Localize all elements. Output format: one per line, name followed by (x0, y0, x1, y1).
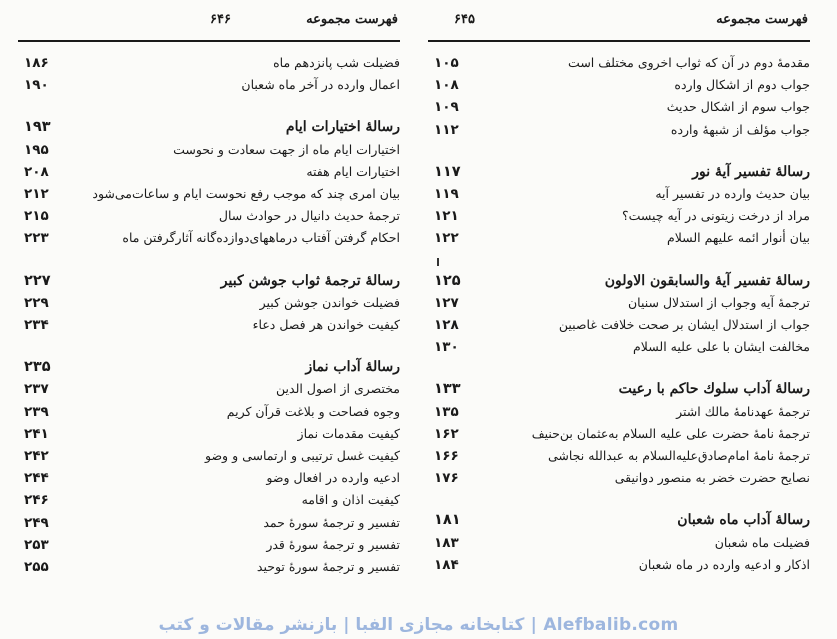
toc-section-heading (18, 116, 400, 138)
toc-entry-page: ۱۸۴ (434, 556, 459, 573)
toc-entry-title: اختیارات ایام هفته (306, 163, 400, 179)
toc-entry-title: مختصری از اصول الدین (276, 381, 400, 397)
toc-entry (428, 445, 810, 467)
toc-entry-page: ۱۱۲ (434, 121, 459, 138)
toc-entry-title: جواب سوم از اشکال حدیث (666, 99, 810, 115)
toc-entry-title: کیفیت مقدمات نماز (297, 425, 400, 441)
toc-entry-page: ۲۰۸ (24, 163, 49, 180)
toc-entry-page: ۱۸۳ (434, 534, 459, 551)
toc-entry-page: ۱۸۶ (24, 55, 49, 71)
left-header-rule (18, 40, 400, 42)
right-header-rule (428, 40, 810, 42)
right-page-header (428, 0, 810, 27)
toc-entry-title: رسالهٔ آداب نماز (305, 359, 400, 376)
left-page-title: فهرست مجموعه (306, 12, 398, 27)
toc-entry-title: تفسیر و ترجمهٔ سورهٔ توحید (256, 559, 400, 574)
toc-entry-page: ۲۴۴ (24, 470, 49, 487)
toc-entry-title: رسالهٔ اختیارات ایام (285, 119, 400, 136)
right-page-title: فهرست مجموعه (716, 12, 808, 27)
toc-entry-title: احکام گرفتن آفتاب درماههای‌دوازده‌گانه آثارگرفتن ماه (122, 230, 400, 246)
toc-entry-title: تفسیر و ترجمهٔ سورهٔ قدر (266, 536, 400, 552)
toc-entry (18, 378, 400, 400)
toc-entry (18, 423, 400, 445)
toc-entry-title: رسالهٔ آداب سلوك حاكم با رعیت (618, 381, 810, 398)
toc-entry-title: اختیارات ایام ماه از جهت سعادت و نحوست (173, 141, 400, 157)
toc-entry-page: ۲۲۹ (24, 294, 49, 311)
toc-entry-title: فضیلت خواندن جوشن کبیر (259, 294, 400, 310)
toc-entry (18, 556, 400, 578)
toc-entry (18, 292, 400, 314)
toc-entry-page: ۲۳۹ (24, 403, 49, 420)
toc-entry-title: رسالهٔ تفسیر آیهٔ والسابقون الاولون (604, 272, 810, 289)
toc-section-heading (428, 378, 810, 400)
toc-entry-title: ترجمهٔ حدیث دانیال در حوادث سال (218, 208, 400, 224)
toc-entry (18, 139, 400, 161)
toc-entry-title: اذکار و ادعیه وارده در ماه شعبان (638, 556, 810, 572)
toc-entry (18, 401, 400, 423)
toc-entry-title: بیان أنوار ائمه علیهم السلام (666, 230, 810, 246)
toc-entry-page: ۱۸۱ (434, 512, 461, 529)
right-page-number: ۶۴۵ (454, 12, 475, 27)
toc-section-heading (428, 509, 810, 531)
toc-section-heading (18, 356, 400, 378)
toc-entry-page: ۱۲۵ (434, 272, 461, 289)
toc-entry-title: جواب مؤلف از شبههٔ وارده (670, 121, 810, 137)
toc-entry-title: فضیلت ماه شعبان (714, 534, 810, 550)
toc-entry-page: ۱۲۲ (434, 230, 459, 247)
toc-entry-page: ۱۳۰ (434, 339, 459, 356)
toc-entry (18, 74, 400, 96)
toc-entry (428, 554, 810, 576)
toc-entry (428, 467, 810, 489)
toc-entry (428, 96, 810, 118)
toc-entry-title: فضیلت شب پانزدهم ماه (273, 55, 400, 70)
toc-entry-page: ۲۵۵ (24, 559, 49, 575)
toc-entry (428, 183, 810, 205)
toc-entry-page: ۲۲۷ (24, 272, 51, 289)
toc-entry-title: مقدمهٔ دوم در آن که ثواب اخروی مختلف است (568, 55, 810, 70)
toc-entry-page: ۲۵۳ (24, 536, 49, 553)
toc-entry-page: ۲۴۲ (24, 448, 49, 464)
toc-entry-title: ترجمهٔ نامهٔ امام‌صادق‌علیه‌السلام به عبدالله نجاشی (547, 448, 810, 463)
toc-entry (428, 336, 810, 358)
toc-entry (428, 205, 810, 227)
toc-entry (428, 227, 810, 249)
toc-section-heading (428, 270, 810, 292)
right-page (428, 0, 810, 612)
toc-entry-page: ۲۱۵ (24, 208, 49, 225)
toc-entry-page: ۱۹۵ (24, 141, 49, 158)
toc-entry (18, 467, 400, 489)
toc-entry (18, 534, 400, 556)
toc-entry-page: ۱۰۵ (434, 55, 459, 71)
toc-entry (428, 74, 810, 96)
toc-section-heading (428, 161, 810, 183)
toc-entry-title: مخالفت ایشان با علی علیه السلام (633, 339, 810, 355)
toc-entry-title: بیان امری چند که موجب رفع نحوست ایام و ساعات‌می‌شود (92, 186, 400, 201)
left-page-header (18, 0, 400, 27)
toc-entry-page: ۲۱۲ (24, 186, 49, 202)
left-page-number: ۶۴۶ (210, 12, 231, 27)
toc-entry-page: ۲۳۷ (24, 381, 49, 398)
toc-entry-page: ۱۶۲ (434, 425, 459, 442)
toc-entry-page: ۱۲۸ (434, 317, 459, 333)
toc-entry (18, 205, 400, 227)
toc-entry-page: ۱۳۳ (434, 381, 461, 398)
toc-entry-page: ۱۲۷ (434, 294, 459, 311)
toc-entry-page: ۲۳۵ (24, 359, 51, 376)
toc-entry (428, 532, 810, 554)
toc-entry (18, 161, 400, 183)
toc-entry-title: کیفیت خواندن هر فصل دعاء (252, 317, 400, 332)
toc-entry-page: ۱۰۹ (434, 99, 459, 116)
toc-entry (18, 183, 400, 205)
print-mark (437, 258, 439, 266)
toc-entry-page: ۱۹۳ (24, 119, 51, 136)
watermark-text[interactable]: Alefbalib.com | کتابخانه مجازی الفبا | بازنشر مقالات و کتب (158, 615, 679, 635)
toc-entry (18, 314, 400, 336)
toc-entry (18, 445, 400, 467)
left-page (18, 0, 400, 612)
toc-entry (18, 52, 400, 74)
toc-entry (428, 52, 810, 74)
toc-entry-title: نصایح حضرت خضر به منصور دوانیقی (614, 470, 810, 486)
toc-entry-page: ۱۶۶ (434, 448, 459, 464)
toc-entry-page: ۲۴۹ (24, 514, 49, 531)
toc-entry-title: ترجمهٔ عهدنامهٔ مالك اشتر (676, 403, 810, 419)
toc-entry (18, 227, 400, 249)
toc-entry-title: رسالهٔ آداب ماه شعبان (677, 512, 810, 529)
toc-entry-title: ادعیه وارده در افعال وضو (266, 470, 400, 486)
toc-entry-title: کیفیت غسل ترتیبی و ارتماسی و وضو (204, 448, 400, 463)
toc-entry-title: رسالهٔ تفسیر آیهٔ نور (692, 163, 810, 180)
toc-entry-title: جواب از استدلال ایشان بر صحت خلافت غاصبین (558, 317, 810, 332)
toc-entry-title: اعمال وارده در آخر ماه شعبان (241, 77, 400, 93)
toc-entry (428, 423, 810, 445)
toc-entry (428, 314, 810, 336)
toc-entry (428, 292, 810, 314)
toc-entry-page: ۲۴۶ (24, 492, 49, 509)
toc-entry-title: وجوه فصاحت و بلاغت قرآن کریم (226, 403, 400, 419)
toc-entry-title: رسالهٔ ترجمهٔ ثواب جوشن کبیر (220, 272, 400, 289)
toc-entry-title: کیفیت اذان و اقامه (301, 492, 400, 508)
toc-entry (428, 119, 810, 141)
toc-entry-page: ۱۱۹ (434, 186, 459, 202)
toc-entry-page: ۱۹۰ (24, 77, 49, 94)
toc-entry-page: ۱۲۱ (434, 208, 459, 225)
toc-entry (18, 512, 400, 534)
toc-entry-page: ۱۰۸ (434, 77, 459, 94)
toc-entry-page: ۱۷۶ (434, 470, 459, 487)
toc-entry (18, 489, 400, 511)
toc-entry-title: تفسیر و ترجمهٔ سورهٔ حمد (263, 514, 400, 530)
toc-entry-title: ترجمهٔ آیه وجواب از استدلال سنیان (627, 294, 810, 310)
toc-entry-page: ۱۱۷ (434, 163, 461, 180)
toc-entry-title: بیان حدیث وارده در تفسیر آیه (655, 186, 810, 201)
toc-entry-page: ۲۴۱ (24, 425, 49, 442)
toc-entry-page: ۲۲۳ (24, 230, 49, 247)
toc-entry-title: ترجمهٔ نامهٔ حضرت علی علیه السلام به‌عثمان بن‌حنیف (531, 425, 810, 441)
toc-entry (428, 401, 810, 423)
toc-entry-page: ۱۳۵ (434, 403, 459, 420)
toc-entry-title: مراد از درخت زیتونی در آیه چیست؟ (621, 208, 810, 224)
toc-entry-page: ۲۳۴ (24, 317, 49, 333)
toc-entry-title: جواب دوم از اشکال وارده (674, 77, 810, 93)
toc-section-heading (18, 270, 400, 292)
